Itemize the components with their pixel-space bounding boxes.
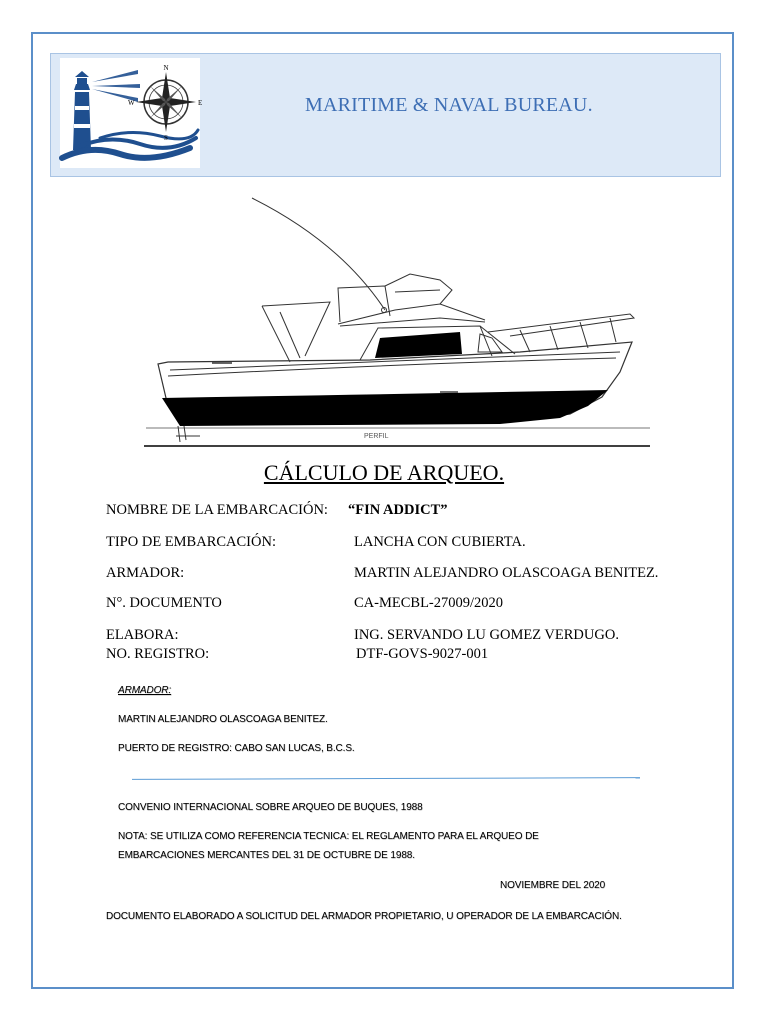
compass-rose-icon (128, 64, 202, 142)
field-label-tipo: TIPO DE EMBARCACIÓN: (106, 534, 276, 550)
hull-bottom-paint (162, 390, 608, 426)
armador-name: MARTIN ALEJANDRO OLASCOAGA BENITEZ. (118, 714, 328, 725)
field-value-registro: DTF-GOVS-9027-001 (356, 646, 489, 662)
document-title: CÁLCULO DE ARQUEO. (263, 460, 505, 485)
field-label-registro: NO. REGISTRO: (106, 646, 210, 662)
field-value-documento: CA-MECBL-27009/2020 (354, 595, 504, 611)
armador-heading: ARMADOR: (118, 685, 172, 696)
nota-line-2: EMBARCACIONES MERCANTES DEL 31 DE OCTUBRE DE 1988. (118, 850, 415, 861)
bureau-logo (60, 58, 203, 168)
compass-east-label: E (198, 99, 203, 107)
compass-north-label: N (163, 64, 169, 72)
field-label-nombre: NOMBRE DE LA EMBARCACIÓN: (106, 502, 328, 518)
field-label-armador: ARMADOR: (106, 565, 185, 581)
field-value-elabora: ING. SERVANDO LU GOMEZ VERDUGO. (354, 627, 619, 643)
compass-west-label: W (128, 99, 135, 107)
nota-line-1: NOTA: SE UTILIZA COMO REFERENCIA TECNICA: EL REGLAMENTO PARA EL ARQUEO DE (118, 831, 539, 842)
footer-statement: DOCUMENTO ELABORADO A SOLICITUD DEL ARMADOR PROPIETARIO, U OPERADOR DE LA EMBARCACIÓN. (106, 911, 622, 922)
bureau-name: MARITIME & NAVAL BUREAU. (305, 94, 593, 116)
puerto-registro: PUERTO DE REGISTRO: CABO SAN LUCAS, B.C.S. (118, 743, 355, 754)
cabin-window (375, 332, 462, 358)
field-value-armador: MARTIN ALEJANDRO OLASCOAGA BENITEZ. (354, 565, 659, 581)
field-label-elabora: ELABORA: (106, 627, 179, 643)
boat-profile-drawing (140, 192, 660, 450)
convenio-text: CONVENIO INTERNACIONAL SOBRE ARQUEO DE BUQUES, 1988 (118, 802, 423, 813)
outrigger-pole (252, 198, 385, 310)
document-date: NOVIEMBRE DEL 2020 (500, 880, 606, 891)
field-value-nombre: “FIN ADDICT” (348, 502, 448, 518)
field-value-tipo: LANCHA CON CUBIERTA. (354, 534, 526, 550)
field-label-documento: N°. DOCUMENTO (106, 595, 222, 611)
compass-south-label: S (164, 134, 168, 142)
drawing-caption: PERFIL (364, 433, 389, 440)
